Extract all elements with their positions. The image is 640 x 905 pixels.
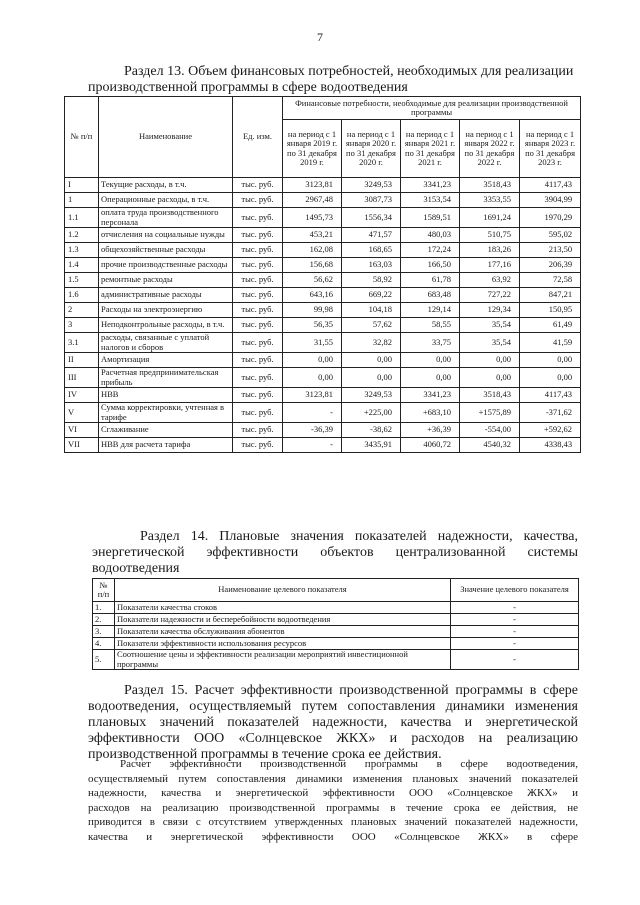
row-unit: тыс. руб. — [233, 318, 283, 333]
table-row — [93, 602, 579, 614]
row-value: 3341,23 — [401, 388, 460, 403]
row-value: 61,49 — [520, 318, 581, 333]
row-number: III — [65, 368, 99, 388]
row-name: прочие производственные расходы — [99, 258, 233, 273]
indicator-number: 5. — [93, 650, 115, 670]
row-unit: тыс. руб. — [233, 438, 283, 453]
row-unit: тыс. руб. — [233, 273, 283, 288]
row-value: 172,24 — [401, 243, 460, 258]
section-14-heading-line-2: энергетической эффективности объектов централизованной системы — [92, 545, 578, 560]
row-value: 1589,51 — [401, 208, 460, 228]
header-period-2021: на период с 1 января 2021 г. по 31 декабря 2021 г. — [401, 120, 460, 178]
page-number: 7 — [317, 30, 323, 44]
row-value: 0,00 — [520, 353, 581, 368]
row-value: 63,92 — [460, 273, 520, 288]
indicator-number: 2. — [93, 614, 115, 626]
row-value: 2967,48 — [283, 193, 342, 208]
section-15-heading-line: Раздел 15. Расчет эффективности производственной программы в сфере — [124, 683, 578, 698]
indicator-number: 3. — [93, 626, 115, 638]
row-value: 104,18 — [342, 303, 401, 318]
section-15-heading-line: эффективности ООО «Солнцевское ЖКХ» и расходов на реализацию — [88, 731, 578, 746]
row-value: 72,58 — [520, 273, 581, 288]
table-row — [93, 650, 579, 670]
row-value: +683,10 — [401, 403, 460, 423]
row-value: 168,65 — [342, 243, 401, 258]
indicator-name: Соотношение цены и эффективности реализации мероприятий инвестиционной программы — [115, 650, 451, 670]
section-13-heading-line-2: производственной программы в сфере водоотведения — [88, 80, 408, 95]
row-value: 33,75 — [401, 333, 460, 353]
indicator-name: Показатели надежности и бесперебойности водоотведения — [115, 614, 451, 626]
row-value: 156,68 — [283, 258, 342, 273]
row-value: 1495,73 — [283, 208, 342, 228]
row-number: 3.1 — [65, 333, 99, 353]
row-value: 61,78 — [401, 273, 460, 288]
row-number: V — [65, 403, 99, 423]
row-value: 595,02 — [520, 228, 581, 243]
row-number: I — [65, 178, 99, 193]
row-value: 177,16 — [460, 258, 520, 273]
table-row — [65, 353, 581, 368]
row-value: 31,55 — [283, 333, 342, 353]
row-value: 510,75 — [460, 228, 520, 243]
paragraph-line: приводится в связи с отсутствием утвержденных плановых значений показателей надежности, — [88, 816, 578, 828]
row-name: отчисления на социальные нужды — [99, 228, 233, 243]
row-unit: тыс. руб. — [233, 288, 283, 303]
table-row — [65, 368, 581, 388]
row-value: 4540,32 — [460, 438, 520, 453]
row-value: 727,22 — [460, 288, 520, 303]
row-value: 0,00 — [283, 353, 342, 368]
row-value: - — [283, 403, 342, 423]
row-value: 150,95 — [520, 303, 581, 318]
row-value: 3435,91 — [342, 438, 401, 453]
row-value: +225,00 — [342, 403, 401, 423]
table-row — [65, 388, 581, 403]
table-row — [65, 333, 581, 353]
row-value: 163,03 — [342, 258, 401, 273]
table-row — [65, 228, 581, 243]
indicator-value: - — [451, 638, 579, 650]
table-row — [93, 614, 579, 626]
row-value: 847,21 — [520, 288, 581, 303]
row-name: НВВ для расчета тарифа — [99, 438, 233, 453]
row-number: 1.3 — [65, 243, 99, 258]
row-value: 1691,24 — [460, 208, 520, 228]
row-number: 2 — [65, 303, 99, 318]
indicator-header-value: Значение целевого показателя — [451, 579, 579, 602]
table-row — [65, 423, 581, 438]
row-name: Расчетная предпринимательская прибыль — [99, 368, 233, 388]
row-value: 35,54 — [460, 333, 520, 353]
row-value: +592,62 — [520, 423, 581, 438]
financial-needs-table — [64, 96, 581, 453]
row-unit: тыс. руб. — [233, 388, 283, 403]
row-value: +1575,89 — [460, 403, 520, 423]
section-13-heading — [88, 64, 578, 96]
section-15-heading — [88, 683, 578, 763]
row-value: 3087,73 — [342, 193, 401, 208]
row-value: 4060,72 — [401, 438, 460, 453]
section-15-heading-line: производственной программы в течение срока ее действия. — [88, 747, 442, 762]
row-value: 0,00 — [283, 368, 342, 388]
paragraph-line: Расчет эффективности производственной программы в сфере водоотведения, — [120, 758, 578, 770]
row-value: 0,00 — [460, 353, 520, 368]
row-value: 3153,54 — [401, 193, 460, 208]
row-value: 4338,43 — [520, 438, 581, 453]
row-value: 0,00 — [342, 368, 401, 388]
row-value: 471,57 — [342, 228, 401, 243]
indicator-header-name: Наименование целевого показателя — [115, 579, 451, 602]
row-value: 0,00 — [401, 368, 460, 388]
table-row — [65, 193, 581, 208]
row-value: 0,00 — [342, 353, 401, 368]
row-name: Сумма корректировки, учтенная в тарифе — [99, 403, 233, 423]
row-unit: тыс. руб. — [233, 403, 283, 423]
row-value: 58,55 — [401, 318, 460, 333]
row-unit: тыс. руб. — [233, 333, 283, 353]
row-value: 4117,43 — [520, 388, 581, 403]
table-row — [65, 438, 581, 453]
paragraph-line: качества и энергетической эффективности ООО «Солнцевское ЖКХ» в сфере — [88, 830, 578, 843]
row-number: VI — [65, 423, 99, 438]
row-number: VII — [65, 438, 99, 453]
row-number: 1.5 — [65, 273, 99, 288]
row-number: 1.1 — [65, 208, 99, 228]
row-value: 56,62 — [283, 273, 342, 288]
section-15-heading-line: водоотведения, осуществляемый путем сопоставления динамики изменения — [88, 699, 578, 714]
row-name: Амортизация — [99, 353, 233, 368]
row-value: 1970,29 — [520, 208, 581, 228]
row-value: 57,62 — [342, 318, 401, 333]
row-value: 3249,53 — [342, 178, 401, 193]
row-value: -38,62 — [342, 423, 401, 438]
indicator-number: 1. — [93, 602, 115, 614]
row-unit: тыс. руб. — [233, 208, 283, 228]
row-value: -554,00 — [460, 423, 520, 438]
header-period-2020: на период с 1 января 2020 г. по 31 декабря 2020 г. — [342, 120, 401, 178]
row-number: 1 — [65, 193, 99, 208]
row-name: Сглаживание — [99, 423, 233, 438]
row-value: 58,92 — [342, 273, 401, 288]
section-14-heading — [92, 529, 578, 577]
section-14-heading-line-3: водоотведения — [92, 561, 180, 576]
row-value: +36,39 — [401, 423, 460, 438]
target-indicators-table — [92, 578, 579, 670]
row-unit: тыс. руб. — [233, 258, 283, 273]
table-row — [65, 178, 581, 193]
indicator-name: Показатели качества обслуживания абонентов — [115, 626, 451, 638]
paragraph-line: осуществляемый путем сопоставления динамики изменения плановых значений показателей — [88, 772, 578, 785]
row-number: II — [65, 353, 99, 368]
row-value: 99,98 — [283, 303, 342, 318]
row-unit: тыс. руб. — [233, 178, 283, 193]
row-value: 32,82 — [342, 333, 401, 353]
row-number: 1.6 — [65, 288, 99, 303]
row-number: 1.2 — [65, 228, 99, 243]
table-row — [65, 273, 581, 288]
section-13-heading-line-1: Раздел 13. Объем финансовых потребностей, необходимых для реализации — [124, 64, 574, 79]
row-value: - — [283, 438, 342, 453]
row-value: 1556,34 — [342, 208, 401, 228]
table-row — [65, 303, 581, 318]
row-value: 669,22 — [342, 288, 401, 303]
row-name: Операционные расходы, в т.ч. — [99, 193, 233, 208]
table-row — [65, 208, 581, 228]
indicator-name: Показатели качества стоков — [115, 602, 451, 614]
header-period-2022: на период с 1 января 2022 г. по 31 декабря 2022 г. — [460, 120, 520, 178]
row-unit: тыс. руб. — [233, 353, 283, 368]
row-value: 0,00 — [401, 353, 460, 368]
row-value: 453,21 — [283, 228, 342, 243]
header-name: Наименование — [99, 97, 233, 178]
header-period-2019: на период с 1 января 2019 г. по 31 декабря 2019 г. — [283, 120, 342, 178]
row-value: 129,34 — [460, 303, 520, 318]
row-value: 41,59 — [520, 333, 581, 353]
table-row — [93, 638, 579, 650]
row-name: Расходы на электроэнергию — [99, 303, 233, 318]
row-name: Текущие расходы, в т.ч. — [99, 178, 233, 193]
row-value: 643,16 — [283, 288, 342, 303]
row-value: 3123,81 — [283, 388, 342, 403]
row-unit: тыс. руб. — [233, 228, 283, 243]
indicator-value: - — [451, 650, 579, 670]
table-row — [65, 258, 581, 273]
row-value: 3123,81 — [283, 178, 342, 193]
paragraph-line: расходов на реализацию производственной программы в течение срока ее действия, не — [88, 801, 578, 814]
row-name: оплата труда производственного персонала — [99, 208, 233, 228]
row-value: 0,00 — [460, 368, 520, 388]
row-value: 0,00 — [520, 368, 581, 388]
indicator-name: Показатели эффективности использования ресурсов — [115, 638, 451, 650]
section-14-heading-line-1: Раздел 14. Плановые значения показателей надежности, качества, — [140, 529, 578, 544]
row-name: расходы, связанные с уплатой налогов и сборов — [99, 333, 233, 353]
row-unit: тыс. руб. — [233, 423, 283, 438]
row-value: 3904,99 — [520, 193, 581, 208]
row-number: IV — [65, 388, 99, 403]
row-name: НВВ — [99, 388, 233, 403]
row-value: 3518,43 — [460, 388, 520, 403]
row-value: 213,50 — [520, 243, 581, 258]
row-unit: тыс. руб. — [233, 368, 283, 388]
row-value: 683,48 — [401, 288, 460, 303]
row-value: 35,54 — [460, 318, 520, 333]
row-value: 3353,55 — [460, 193, 520, 208]
row-value: 4117,43 — [520, 178, 581, 193]
section-15-paragraph — [88, 757, 578, 844]
row-value: 3518,43 — [460, 178, 520, 193]
row-value: 56,35 — [283, 318, 342, 333]
indicator-value: - — [451, 602, 579, 614]
row-name: общехозяйственные расходы — [99, 243, 233, 258]
row-value: -371,62 — [520, 403, 581, 423]
header-unit: Ед. изм. — [233, 97, 283, 178]
table-row — [65, 318, 581, 333]
section-15-heading-line: плановых значений показателей надежности, качества и энергетической — [88, 715, 578, 730]
row-value: 183,26 — [460, 243, 520, 258]
header-period-2023: на период с 1 января 2023 г. по 31 декабря 2023 г. — [520, 120, 581, 178]
table-row — [65, 403, 581, 423]
row-value: 3341,23 — [401, 178, 460, 193]
row-value: 162,08 — [283, 243, 342, 258]
indicator-value: - — [451, 614, 579, 626]
row-number: 3 — [65, 318, 99, 333]
table-row — [93, 626, 579, 638]
row-value: 166,50 — [401, 258, 460, 273]
indicator-header-no: № п/п — [93, 579, 115, 602]
row-value: 129,14 — [401, 303, 460, 318]
paragraph-line: надежности, качества и энергетической эффективности ООО «Солнцевское ЖКХ» и — [88, 787, 578, 799]
row-name: административные расходы — [99, 288, 233, 303]
row-unit: тыс. руб. — [233, 303, 283, 318]
row-unit: тыс. руб. — [233, 193, 283, 208]
row-value: 480,03 — [401, 228, 460, 243]
header-no: № п/п — [65, 97, 99, 178]
row-name: Неподконтрольные расходы, в т.ч. — [99, 318, 233, 333]
header-financial-needs: Финансовые потребности, необходимые для реализации производственной программы — [283, 97, 581, 120]
table-row — [65, 243, 581, 258]
indicator-value: - — [451, 626, 579, 638]
indicator-number: 4. — [93, 638, 115, 650]
row-value: -36,39 — [283, 423, 342, 438]
row-value: 3249,53 — [342, 388, 401, 403]
row-name: ремонтные расходы — [99, 273, 233, 288]
table-row — [65, 288, 581, 303]
row-unit: тыс. руб. — [233, 243, 283, 258]
row-number: 1.4 — [65, 258, 99, 273]
row-value: 206,39 — [520, 258, 581, 273]
